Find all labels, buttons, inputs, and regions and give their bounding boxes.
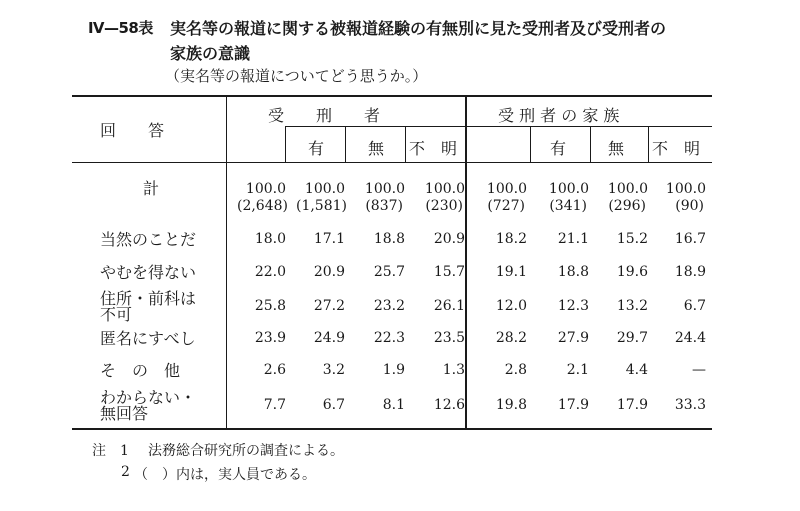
- data-cell: —: [692, 362, 706, 378]
- header-sub-yes: 有: [308, 139, 325, 158]
- row-label: 無回答: [100, 404, 149, 423]
- data-cell: 23.5: [433, 330, 465, 346]
- data-cell: 27.9: [557, 330, 589, 346]
- total-count: (1,581): [295, 198, 347, 214]
- col-divider-6: [590, 126, 591, 162]
- total-count: (296): [608, 198, 646, 214]
- data-cell: 27.2: [313, 298, 345, 314]
- data-cell: 1.9: [382, 362, 405, 378]
- data-cell: 12.0: [495, 298, 527, 314]
- total-pct: 100.0: [424, 181, 465, 197]
- table-subtitle: （実名等の報道についてどう思うか。）: [165, 67, 428, 85]
- data-cell: 19.8: [495, 397, 527, 413]
- total-pct: 100.0: [607, 181, 648, 197]
- table-number: Ⅳ—58表: [88, 19, 153, 37]
- data-cell: 22.3: [373, 330, 405, 346]
- data-cell: 22.0: [254, 264, 286, 280]
- header-sub-unknown: 不 明: [409, 139, 458, 158]
- data-cell: 33.3: [674, 397, 706, 413]
- bottom-rule: [72, 428, 712, 430]
- total-count: (837): [365, 198, 403, 214]
- data-cell: 25.8: [254, 298, 286, 314]
- data-cell: 24.9: [313, 330, 345, 346]
- data-cell: 29.7: [616, 330, 648, 346]
- data-cell: 20.9: [313, 264, 345, 280]
- data-cell: 7.7: [263, 397, 286, 413]
- data-cell: 19.1: [495, 264, 527, 280]
- data-cell: 25.7: [373, 264, 405, 280]
- total-pct: 100.0: [548, 181, 589, 197]
- row-label: やむを得ない: [100, 263, 197, 282]
- row-label-total: 計: [143, 179, 160, 198]
- total-pct: 100.0: [486, 181, 527, 197]
- data-cell: 23.9: [254, 330, 286, 346]
- data-cell: 18.8: [557, 264, 589, 280]
- data-cell: 3.2: [322, 362, 345, 378]
- total-pct: 100.0: [665, 181, 706, 197]
- header-answer: 回 答: [100, 121, 165, 140]
- total-pct: 100.0: [364, 181, 405, 197]
- data-cell: 4.4: [625, 362, 648, 378]
- total-count: (2,648): [236, 198, 288, 214]
- col-divider-answer: [226, 96, 227, 428]
- top-rule: [72, 95, 712, 97]
- data-cell: 2.1: [566, 362, 589, 378]
- total-count: (341): [549, 198, 587, 214]
- data-cell: 6.7: [322, 397, 345, 413]
- table-title-line2: 家族の意識: [170, 44, 251, 63]
- total-count: (90): [675, 198, 704, 214]
- data-cell: 28.2: [495, 330, 527, 346]
- col-divider-3: [405, 126, 406, 162]
- data-cell: 17.9: [616, 397, 648, 413]
- header-sub-no: 無: [368, 139, 385, 158]
- data-cell: 16.7: [674, 231, 706, 247]
- note-1-text: 法務総合研究所の調査による。: [148, 443, 344, 459]
- data-cell: 17.1: [313, 231, 345, 247]
- total-count: (230): [425, 198, 463, 214]
- total-pct: 100.0: [304, 181, 345, 197]
- row-label: わからない・: [100, 388, 197, 407]
- header-sub-no-family: 無: [608, 139, 625, 158]
- note-1-prefix: 注 1: [92, 443, 129, 459]
- data-cell: 2.8: [504, 362, 527, 378]
- data-cell: 17.9: [557, 397, 589, 413]
- data-cell: 18.0: [254, 231, 286, 247]
- data-cell: 18.8: [373, 231, 405, 247]
- note-2-prefix: 2: [121, 464, 130, 480]
- total-count: (727): [487, 198, 525, 214]
- col-divider-7: [648, 126, 649, 162]
- data-cell: 24.4: [674, 330, 706, 346]
- data-cell: 8.1: [382, 397, 405, 413]
- data-cell: 2.6: [263, 362, 286, 378]
- total-pct: 100.0: [245, 181, 286, 197]
- data-cell: 20.9: [433, 231, 465, 247]
- data-cell: 23.2: [373, 298, 405, 314]
- data-cell: 15.7: [433, 264, 465, 280]
- data-cell: 12.6: [433, 397, 465, 413]
- data-cell: 26.1: [433, 298, 465, 314]
- data-cell: 18.2: [495, 231, 527, 247]
- col-divider-2: [345, 126, 346, 162]
- data-cell: 1.3: [442, 362, 465, 378]
- table-title-line1: 実名等の報道に関する被報道経験の有無別に見た受刑者及び受刑者の: [170, 19, 667, 38]
- col-divider-group: [465, 96, 467, 428]
- data-cell: 18.9: [674, 264, 706, 280]
- data-cell: 6.7: [683, 298, 706, 314]
- row-label: 住所・前科は: [100, 289, 197, 308]
- header-sub-unknown-family: 不 明: [652, 139, 701, 158]
- data-cell: 13.2: [616, 298, 648, 314]
- col-divider-1: [285, 126, 286, 162]
- header-group-family: 受 刑 者 の 家 族: [498, 106, 620, 125]
- col-divider-5: [530, 126, 531, 162]
- row-label: 匿名にすべし: [100, 329, 196, 348]
- data-cell: 15.2: [616, 231, 648, 247]
- row-label: そ の 他: [100, 361, 181, 380]
- row-label: 不可: [100, 305, 133, 324]
- data-cell: 21.1: [557, 231, 589, 247]
- data-cell: 19.6: [616, 264, 648, 280]
- header-bottom-rule: [72, 162, 712, 163]
- note-2-text: （ ）内は，実人員である。: [134, 467, 316, 483]
- data-cell: 12.3: [557, 298, 589, 314]
- header-group-inmate: 受 刑 者: [268, 106, 381, 125]
- row-label: 当然のことだ: [100, 230, 197, 249]
- header-sub-yes-family: 有: [550, 139, 567, 158]
